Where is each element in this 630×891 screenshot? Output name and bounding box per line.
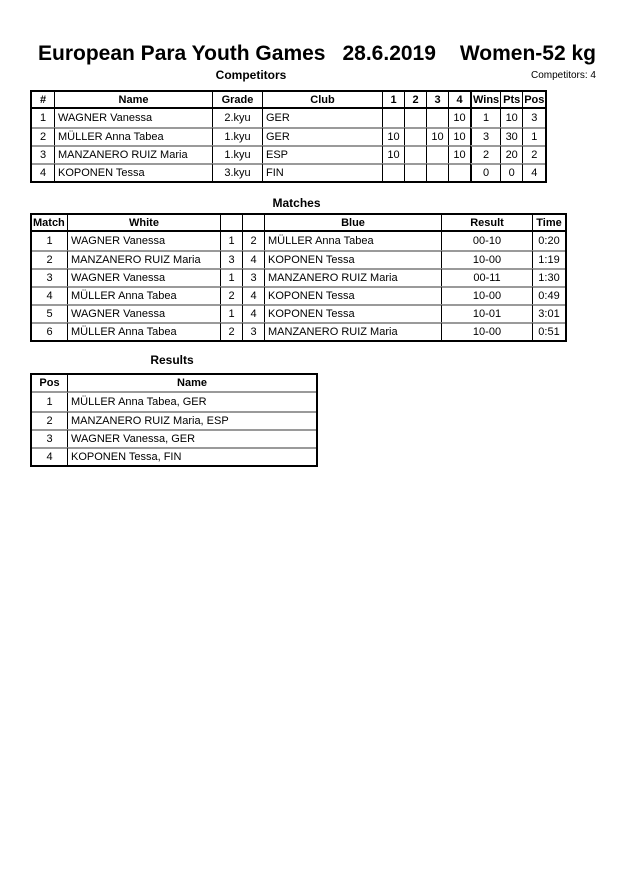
match-number: 2 (32, 250, 67, 268)
column-header-white-number (220, 215, 242, 232)
match-number: 6 (32, 322, 67, 340)
score-cell (404, 109, 426, 127)
result-name: KOPONEN Tessa, FIN (67, 447, 316, 465)
blue-name: MANZANERO RUIZ Maria (264, 268, 441, 286)
pos-cell: 3 (522, 109, 545, 127)
column-header-match: Match (32, 215, 67, 232)
pts-cell: 20 (500, 145, 522, 163)
blue-competitor-number: 3 (242, 268, 264, 286)
table-row (32, 411, 316, 429)
competitors-count: Competitors: 4 (530, 70, 596, 81)
match-time: 0:49 (532, 286, 565, 304)
match-result: 00-11 (441, 268, 532, 286)
column-header-round-2: 2 (404, 92, 426, 109)
column-header-pos: Pos (32, 375, 67, 393)
score-cell (404, 145, 426, 163)
wins-cell: 0 (470, 163, 500, 181)
score-cell (404, 127, 426, 145)
table-row (32, 250, 565, 268)
wins-cell: 2 (470, 145, 500, 163)
pos-cell: 1 (522, 127, 545, 145)
event-date: 28.6.2019 (342, 42, 436, 65)
competitor-grade: 2.kyu (212, 109, 262, 127)
competitor-grade: 1.kyu (212, 145, 262, 163)
white-competitor-number: 2 (220, 322, 242, 340)
score-cell (426, 163, 448, 181)
score-cell (404, 163, 426, 181)
match-number: 3 (32, 268, 67, 286)
table-row (32, 304, 565, 322)
match-result: 00-10 (441, 232, 532, 250)
table-row (32, 268, 565, 286)
white-competitor-number: 2 (220, 286, 242, 304)
match-result: 10-00 (441, 322, 532, 340)
column-header-club: Club (262, 92, 382, 109)
column-header-number: # (32, 92, 54, 109)
event-name: European Para Youth Games (38, 42, 326, 65)
white-name: MÜLLER Anna Tabea (67, 286, 220, 304)
column-header-result: Result (441, 215, 532, 232)
match-number: 1 (46, 235, 53, 247)
column-header-pos: Pos (522, 92, 545, 109)
table-row (32, 429, 316, 447)
result-name: WAGNER Vanessa, GER (67, 429, 316, 447)
score-cell (382, 163, 404, 181)
competitors-header-row (32, 92, 545, 109)
score-cell: 10 (448, 145, 470, 163)
match-result: 10-00 (441, 286, 532, 304)
column-header-round-1: 1 (382, 92, 404, 109)
blue-name: MANZANERO RUIZ Maria (264, 322, 441, 340)
matches-table (30, 213, 567, 342)
competitor-club: GER (262, 127, 382, 145)
score-cell: 10 (426, 127, 448, 145)
blue-competitor-number: 4 (242, 286, 264, 304)
match-result: 10-00 (441, 250, 532, 268)
white-competitor-number: 1 (220, 268, 242, 286)
competitor-club: GER (262, 109, 382, 127)
white-competitor-number: 1 (220, 232, 242, 250)
competitor-name: MÜLLER Anna Tabea (54, 127, 212, 145)
section-title-competitors: Competitors (215, 68, 287, 82)
competitor-number: 2 (32, 127, 54, 145)
competitor-grade: 3.kyu (212, 163, 262, 181)
table-row (32, 232, 565, 250)
match-time: 0:51 (532, 322, 565, 340)
competitor-number: 1 (39, 112, 47, 124)
match-time: 0:20 (532, 232, 565, 250)
competitors-table (30, 90, 547, 183)
column-header-name: Name (67, 375, 316, 393)
table-row (32, 286, 565, 304)
column-header-round-4: 4 (448, 92, 470, 109)
table-row (32, 393, 316, 411)
white-competitor-number: 3 (220, 250, 242, 268)
score-cell (426, 109, 448, 127)
result-name: MANZANERO RUIZ Maria, ESP (67, 411, 316, 429)
score-cell: 10 (448, 109, 470, 127)
match-time: 1:19 (532, 250, 565, 268)
column-header-round-3: 3 (426, 92, 448, 109)
pts-cell: 30 (500, 127, 522, 145)
column-header-pts: Pts (500, 92, 522, 109)
score-cell (426, 145, 448, 163)
match-time: 1:30 (532, 268, 565, 286)
weight-category: Women-52 kg (459, 42, 596, 65)
white-name: MÜLLER Anna Tabea (67, 322, 220, 340)
competitor-name: KOPONEN Tessa (54, 163, 212, 181)
blue-competitor-number: 3 (242, 322, 264, 340)
table-row (32, 109, 545, 127)
table-row (32, 447, 316, 465)
score-cell (448, 163, 470, 181)
result-position: 2 (32, 411, 67, 429)
blue-name: KOPONEN Tessa (264, 286, 441, 304)
wins-cell: 3 (470, 127, 500, 145)
pos-cell: 2 (522, 145, 545, 163)
blue-name: MÜLLER Anna Tabea (264, 232, 441, 250)
wins-cell: 1 (470, 109, 500, 127)
score-cell (382, 109, 404, 127)
competitor-name: MANZANERO RUIZ Maria (54, 145, 212, 163)
section-title-matches: Matches (272, 196, 321, 210)
blue-name: KOPONEN Tessa (264, 250, 441, 268)
score-cell: 10 (448, 127, 470, 145)
white-competitor-number: 1 (220, 304, 242, 322)
white-name: WAGNER Vanessa (67, 232, 220, 250)
column-header-blue: Blue (264, 215, 441, 232)
table-row (32, 145, 545, 163)
column-header-wins: Wins (470, 92, 500, 109)
result-position: 1 (46, 396, 53, 408)
column-header-white: White (67, 215, 220, 232)
pts-cell: 10 (500, 109, 522, 127)
competitor-number: 3 (32, 145, 54, 163)
column-header-blue-number (242, 215, 264, 232)
blue-competitor-number: 4 (242, 250, 264, 268)
result-name: MÜLLER Anna Tabea, GER (67, 393, 316, 411)
white-name: WAGNER Vanessa (67, 304, 220, 322)
column-header-name: Name (54, 92, 212, 109)
competitor-number: 4 (32, 163, 54, 181)
blue-name: KOPONEN Tessa (264, 304, 441, 322)
match-time: 3:01 (532, 304, 565, 322)
table-row (32, 163, 545, 181)
blue-competitor-number: 2 (242, 232, 264, 250)
competitor-club: ESP (262, 145, 382, 163)
table-row (32, 127, 545, 145)
table-row (32, 322, 565, 340)
column-header-grade: Grade (212, 92, 262, 109)
white-name: MANZANERO RUIZ Maria (67, 250, 220, 268)
competitor-grade: 1.kyu (212, 127, 262, 145)
results-header-row (32, 375, 316, 393)
result-position: 4 (32, 447, 67, 465)
white-name: WAGNER Vanessa (67, 268, 220, 286)
match-number: 4 (32, 286, 67, 304)
column-header-time: Time (532, 215, 565, 232)
competitor-name: WAGNER Vanessa (54, 109, 212, 127)
pos-cell: 4 (522, 163, 545, 181)
competitor-club: FIN (262, 163, 382, 181)
pts-cell: 0 (500, 163, 522, 181)
score-cell: 10 (382, 127, 404, 145)
matches-header-row (32, 215, 565, 232)
blue-competitor-number: 4 (242, 304, 264, 322)
section-title-results: Results (150, 353, 194, 367)
page-title (38, 42, 596, 66)
match-number: 5 (32, 304, 67, 322)
match-result: 10-01 (441, 304, 532, 322)
results-table (30, 373, 318, 467)
score-cell: 10 (382, 145, 404, 163)
result-position: 3 (32, 429, 67, 447)
